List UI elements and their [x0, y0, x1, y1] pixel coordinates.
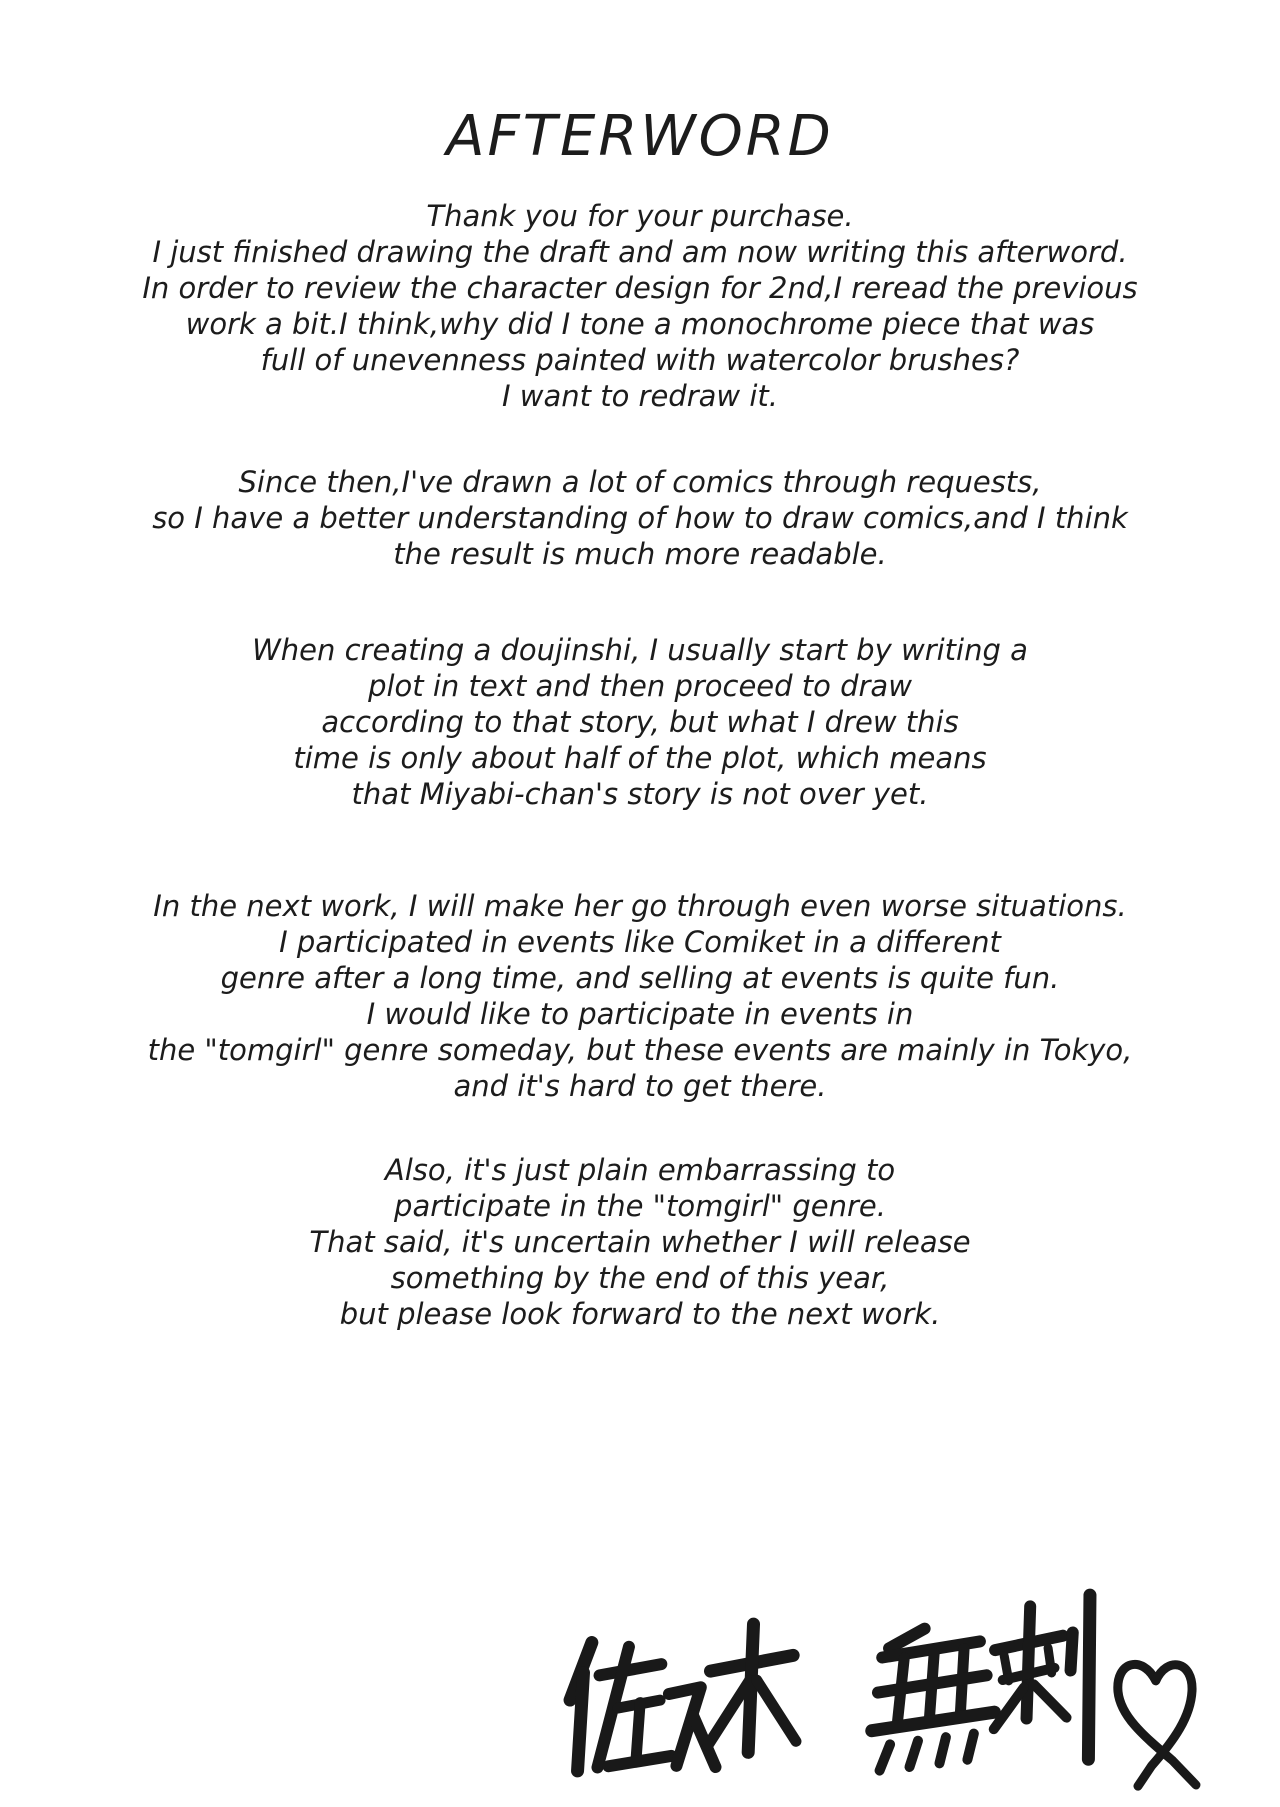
- author-signature: [486, 1574, 1231, 1807]
- text-line: Also, it's just plain embarrassing to: [384, 1153, 896, 1187]
- paragraph: [0, 198, 1280, 414]
- signature-kanji-drawing: [486, 1574, 1231, 1807]
- paragraph: [0, 888, 1280, 1104]
- text-line: I just finished drawing the draft and am now writing this afterword.: [152, 235, 1128, 269]
- text-line: I participated in events like Comiket in a different: [279, 925, 1001, 959]
- paragraph: [0, 464, 1280, 572]
- text-line: so I have a better understanding of how to draw comics,and I think: [152, 501, 1128, 535]
- text-line: the "tomgirl" genre someday, but these events are mainly in Tokyo,: [147, 1033, 1133, 1067]
- text-line: Since then,I've drawn a lot of comics through requests,: [238, 465, 1042, 499]
- kanji-noma: [669, 1687, 716, 1768]
- text-line: I want to redraw it.: [501, 379, 778, 413]
- kanji-ki: [706, 1623, 797, 1753]
- text-line: In the next work, I will make her go through even worse situations.: [153, 889, 1127, 923]
- text-line: the result is much more readable.: [393, 537, 887, 571]
- text-line: When creating a doujinshi, I usually start by writing a: [252, 633, 1028, 667]
- paragraph: [0, 632, 1280, 812]
- text-line: that Miyabi-chan's story is not over yet.: [351, 777, 929, 811]
- text-line: That said, it's uncertain whether I will release: [309, 1225, 971, 1259]
- text-line: participate in the "tomgirl" genre.: [394, 1189, 886, 1223]
- text-line: work a bit.I think,why did I tone a monochrome piece that was: [185, 307, 1095, 341]
- text-line: plot in text and then proceed to draw: [368, 669, 912, 703]
- text-line: In order to review the character design for 2nd,I reread the previous: [142, 271, 1138, 305]
- text-line: according to that story, but what I drew this: [321, 705, 959, 739]
- text-line: I would like to participate in events in: [366, 997, 914, 1031]
- text-line: and it's hard to get there.: [453, 1069, 827, 1103]
- paragraph: [0, 1152, 1280, 1332]
- heart-icon: [1117, 1663, 1196, 1786]
- kanji-shi: [991, 1595, 1093, 1761]
- page-title: AFTERWORD: [446, 104, 834, 169]
- text-line: but please look forward to the next work.: [339, 1297, 941, 1331]
- text-line: time is only about half of the plot, which means: [293, 741, 987, 775]
- text-line: Thank you for your purchase.: [426, 199, 854, 233]
- kanji-sa: [569, 1641, 672, 1771]
- kanji-mu: [870, 1627, 996, 1771]
- afterword-body: [0, 198, 1280, 1332]
- text-line: genre after a long time, and selling at events is quite fun.: [220, 961, 1060, 995]
- text-line: full of unevenness painted with watercolor brushes?: [260, 343, 1020, 377]
- text-line: something by the end of this year,: [390, 1261, 890, 1295]
